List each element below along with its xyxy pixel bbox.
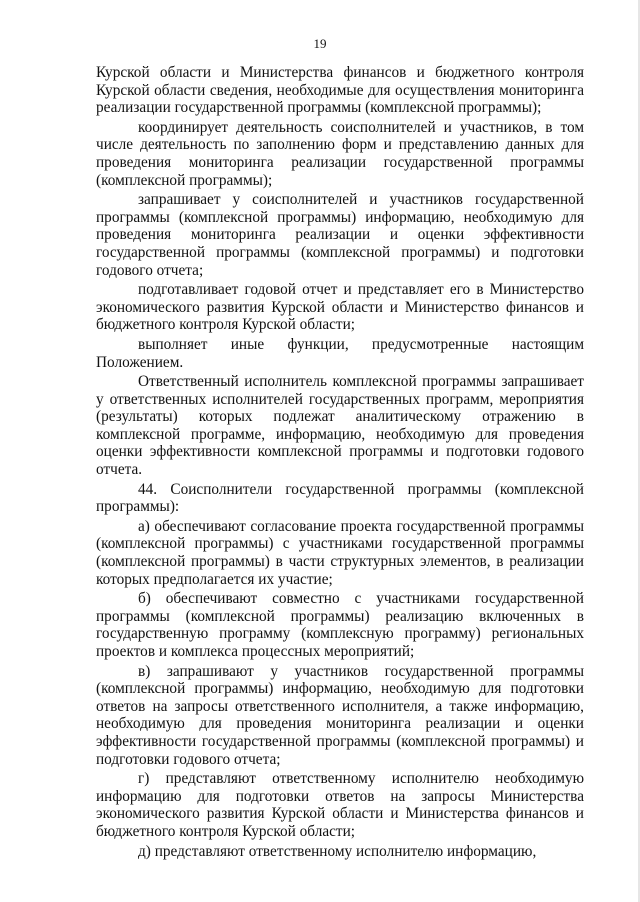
- paragraph-prepares-report: подготавливает годовой отчет и представляет его в Министерство экономического развития Курской области и Министерство финансов и бюджетного контроля Курской области;: [96, 281, 584, 334]
- paragraph-coordinates: координирует деятельность соисполнителей и участников, в том числе деятельность по заполнению форм и представлению данных для проведения мониторинга реализации государственной программы (комплексной программы);: [96, 118, 584, 189]
- page-number: 19: [313, 36, 327, 51]
- paragraph-44-b: б) обеспечивают совместно с участниками государственной программы (комплексной программы) реализацию включенных в государственную программу (комплексную программу) региональных проектов и комплекса процессных мероприятий;: [96, 590, 584, 660]
- paragraph-44-a: а) обеспечивают согласование проекта государственной программы (комплексной программы) с участниками государственной программы (комплексной программы) в части структурных элементов, в реализации которых предполагается их участие;: [96, 517, 584, 588]
- paragraph-complex-program: Ответственный исполнитель комплексной программы запрашивает у ответственных исполнителей государственных программ, мероприятия (результаты) которых подлежат аналитическому отражению в комплексной программе, информацию, необходимую для проведения оценки эффективности комплексной программы и подготовки годового отчета.: [96, 373, 584, 479]
- paragraph-44-g: г) представляют ответственному исполнителю необходимую информацию для подготовки ответов на запросы Министерства экономического развития Курской области и Министерства финансов и бюджетного контроля Курской области;: [96, 770, 584, 840]
- paragraph-44-d: д) представляют ответственному исполнителю информацию,: [138, 842, 537, 860]
- paragraph-requests: запрашивает у соисполнителей и участников государственной программы (комплексной программы) информацию, необходимую для проведения мониторинга реализации и оценки эффективности государственной программы (комплексной программы) и подготовки годового отчета;: [96, 191, 584, 279]
- document-body: [96, 64, 584, 860]
- paragraph-continuation: Курской области и Министерства финансов и бюджетного контроля Курской области сведения, необходимые для осуществления мониторинга реализации государственной программы (комплексной программы);: [96, 64, 584, 117]
- paragraph-other-functions: выполняет иные функции, предусмотренные настоящим Положением.: [96, 335, 584, 371]
- paragraph-44-v: в) запрашивают у участников государственной программы (комплексной программы) информацию, необходимую для подготовки ответов на запросы ответственного исполнителя, а также информацию, необходимую для проведения мониторинга реализации и оценки эффективности государственной программы (комплексной программы) и подготовки годового отчета;: [96, 662, 584, 768]
- paragraph-44-heading: 44. Соисполнители государственной программы (комплексной программы):: [96, 480, 584, 516]
